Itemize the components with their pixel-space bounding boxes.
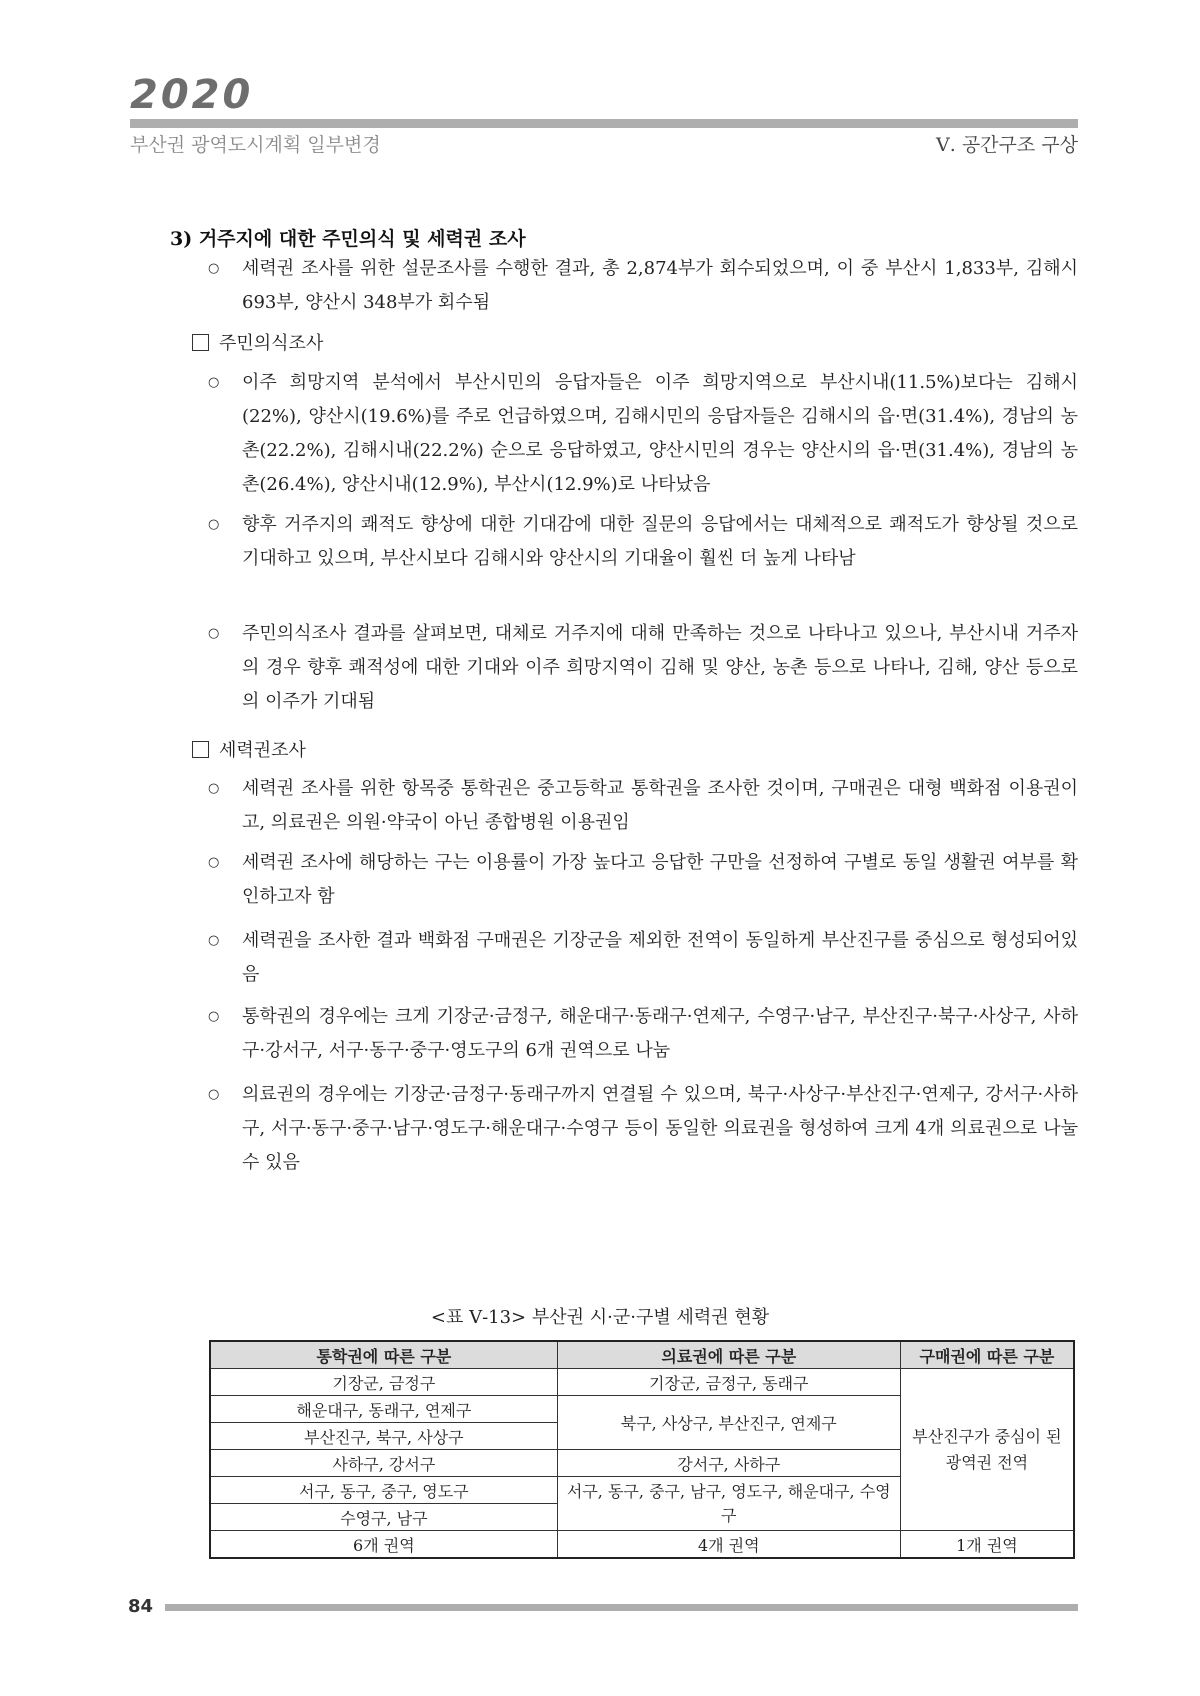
- heading-text: 주민의식조사: [219, 333, 324, 354]
- footer-rule: [165, 1604, 1078, 1611]
- checkbox-square-icon: [192, 334, 209, 351]
- table-caption: <표 Ⅴ-13> 부산권 시·군·구별 세력권 현황: [430, 1307, 770, 1328]
- table-cell: 4개 권역: [557, 1531, 900, 1559]
- power-status-table: [209, 1340, 1075, 1559]
- table-cell: 사하구, 강서구: [210, 1450, 557, 1477]
- bullet-text: 주민의식조사 결과를 살펴보면, 대체로 거주지에 대해 만족하는 것으로 나타나고 있으나, 부산시내 거주자의 경우 향후 쾌적성에 대한 기대와 이주 희망지역이 김해 및 양산, 농촌 등으로 나타나, 김해, 양산 등으로의 이주가 기대됨: [242, 623, 1078, 712]
- table-cell: 6개 권역: [210, 1531, 557, 1559]
- table-cell: 해운대구, 동래구, 연제구: [210, 1396, 557, 1423]
- page-number: 84: [128, 1596, 154, 1617]
- power-bullet-1: [208, 772, 1078, 840]
- bullet-text: 통학권의 경우에는 크게 기장군·금정구, 해운대구·동래구·연제구, 수영구·남구, 부산진구·북구·사상구, 사하구·강서구, 서구·동구·중구·영도구의 6개 권역으로 나눔: [242, 1006, 1078, 1061]
- table-cell: 1개 권역: [900, 1531, 1074, 1559]
- power-bullet-3: [208, 924, 1078, 992]
- table-header-row: [210, 1341, 1074, 1369]
- resident-survey-heading: [192, 329, 323, 355]
- bullet-text: 세력권 조사를 위한 설문조사를 수행한 결과, 총 2,874부가 회수되었으며, 이 중 부산시 1,833부, 김해시 693부, 양산시 348부가 회수됨: [242, 258, 1078, 313]
- header-chapter: Ⅴ. 공간구조 구상: [936, 134, 1078, 156]
- intro-bullet: [208, 252, 1078, 320]
- power-bullet-4: [208, 1000, 1078, 1068]
- bullet-text: 향후 거주지의 쾌적도 향상에 대한 기대감에 대한 질문의 응답에서는 대체적으로 쾌적도가 향상될 것으로 기대하고 있으며, 부산시보다 김해시와 양산시의 기대율이 훨씬 더 높게 나타남: [242, 514, 1078, 569]
- power-bullet-5: [208, 1078, 1078, 1180]
- table-cell: 강서구, 사하구: [557, 1450, 900, 1477]
- bullet-text: 의료권의 경우에는 기장군·금정구·동래구까지 연결될 수 있으며, 북구·사상구·부산진구·연제구, 강서구·사하구, 서구·동구·중구·남구·영도구·해운대구·수영구 등이 동일한 의료권을 형성하여 크게 4개 의료권으로 나눌 수 있음: [242, 1084, 1078, 1173]
- table-header-cell: 구매권에 따른 구분: [900, 1341, 1074, 1369]
- resident-bullet-1: [208, 366, 1078, 502]
- resident-bullet-2: [208, 508, 1078, 576]
- table-header-cell: 통학권에 따른 구분: [210, 1341, 557, 1369]
- table-cell: 부산진구, 북구, 사상구: [210, 1423, 557, 1450]
- resident-bullet-3: [208, 617, 1078, 719]
- table-cell: 서구, 동구, 중구, 영도구: [210, 1477, 557, 1504]
- circle-bullet-icon: ○: [208, 1009, 220, 1024]
- header-document-title: 부산권 광역도시계획 일부변경: [130, 134, 381, 156]
- bullet-text: 세력권 조사를 위한 항목중 통학권은 중고등학교 통학권을 조사한 것이며, 구매권은 대형 백화점 이용권이고, 의료권은 의원·약국이 아닌 종합병원 이용권임: [242, 778, 1078, 833]
- circle-bullet-icon: ○: [208, 855, 220, 870]
- table-header-cell: 의료권에 따른 구분: [557, 1341, 900, 1369]
- circle-bullet-icon: ○: [208, 261, 220, 276]
- power-survey-heading: [192, 736, 306, 762]
- bullet-text: 세력권 조사에 해당하는 구는 이용률이 가장 높다고 응답한 구만을 선정하여 구별로 동일 생활권 여부를 확인하고자 함: [242, 852, 1078, 907]
- bullet-text: 이주 희망지역 분석에서 부산시민의 응답자들은 이주 희망지역으로 부산시내(11.5%)보다는 김해시(22%), 양산시(19.6%)를 주로 언급하였으며, 김해시민의 응답자들은 김해시의 읍·면(31.4%), 경남의 농촌(22.2%), 김해시내(22.2%) 순으로 응답하였고, 양산시민의 경우는 양산시의 읍·면(31.4%), 경남의 농촌(26.4%), 양산시내(12.9%), 부산시(12.9%)로 나타났음: [242, 372, 1078, 495]
- circle-bullet-icon: ○: [208, 933, 220, 948]
- table-cell-shopping: 부산진구가 중심이 된 광역권 전역: [900, 1369, 1074, 1531]
- table-cell: 수영구, 남구: [210, 1504, 557, 1531]
- table-cell: 북구, 사상구, 부산진구, 연제구: [557, 1396, 900, 1450]
- circle-bullet-icon: ○: [208, 1087, 220, 1102]
- table-cell: 기장군, 금정구: [210, 1369, 557, 1396]
- table-cell: 기장군, 금정구, 동래구: [557, 1369, 900, 1396]
- power-bullet-2: [208, 846, 1078, 914]
- bullet-text: 세력권을 조사한 결과 백화점 구매권은 기장군을 제외한 전역이 동일하게 부산진구를 중심으로 형성되어있음: [242, 930, 1078, 985]
- checkbox-square-icon: [192, 741, 209, 758]
- table-row: [210, 1369, 1074, 1396]
- heading-text: 세력권조사: [219, 740, 306, 761]
- circle-bullet-icon: ○: [208, 626, 220, 641]
- header-rule: [130, 119, 1078, 128]
- table-total-row: [210, 1531, 1074, 1559]
- circle-bullet-icon: ○: [208, 781, 220, 796]
- section-title: 3) 거주지에 대한 주민의식 및 세력권 조사: [170, 228, 526, 250]
- table-cell: 서구, 동구, 중구, 남구, 영도구, 해운대구, 수영구: [557, 1477, 900, 1531]
- header-year: 2020: [130, 72, 254, 118]
- circle-bullet-icon: ○: [208, 517, 220, 532]
- circle-bullet-icon: ○: [208, 375, 220, 390]
